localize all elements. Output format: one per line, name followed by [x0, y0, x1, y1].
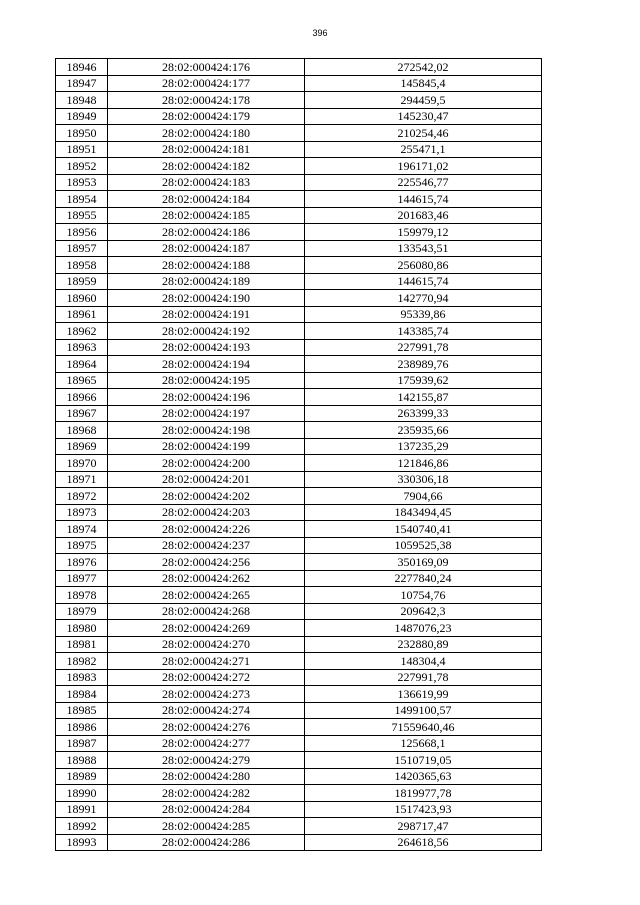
- cadastral-number-cell: 28:02:000424:188: [108, 257, 305, 274]
- value-cell: 1517423,93: [305, 801, 542, 818]
- cadastral-number-cell: 28:02:000424:197: [108, 405, 305, 422]
- value-cell: 1499100,57: [305, 702, 542, 719]
- table-row: [56, 257, 542, 274]
- cadastral-number-cell: 28:02:000424:193: [108, 339, 305, 356]
- cadastral-number-cell: 28:02:000424:190: [108, 290, 305, 307]
- value-cell: 1420365,63: [305, 768, 542, 785]
- row-number-cell: 18951: [56, 141, 108, 158]
- table-row: [56, 125, 542, 142]
- cadastral-number-cell: 28:02:000424:271: [108, 653, 305, 670]
- row-number-cell: 18979: [56, 603, 108, 620]
- row-number-cell: 18965: [56, 372, 108, 389]
- registry-table: [55, 58, 542, 851]
- row-number-cell: 18958: [56, 257, 108, 274]
- table-row: [56, 488, 542, 505]
- value-cell: 298717,47: [305, 818, 542, 835]
- table-row: [56, 570, 542, 587]
- table-row: [56, 438, 542, 455]
- table-row: [56, 653, 542, 670]
- cadastral-number-cell: 28:02:000424:265: [108, 587, 305, 604]
- value-cell: 256080,86: [305, 257, 542, 274]
- row-number-cell: 18991: [56, 801, 108, 818]
- row-number-cell: 18985: [56, 702, 108, 719]
- value-cell: 144615,74: [305, 273, 542, 290]
- value-cell: 2277840,24: [305, 570, 542, 587]
- row-number-cell: 18966: [56, 389, 108, 406]
- table-row: [56, 389, 542, 406]
- table-row: [56, 669, 542, 686]
- value-cell: 272542,02: [305, 59, 542, 76]
- table-row: [56, 422, 542, 439]
- cadastral-number-cell: 28:02:000424:185: [108, 207, 305, 224]
- value-cell: 235935,66: [305, 422, 542, 439]
- value-cell: 136619,99: [305, 686, 542, 703]
- cadastral-number-cell: 28:02:000424:202: [108, 488, 305, 505]
- table-row: [56, 174, 542, 191]
- row-number-cell: 18971: [56, 471, 108, 488]
- table-row: [56, 752, 542, 769]
- row-number-cell: 18957: [56, 240, 108, 257]
- table-row: [56, 372, 542, 389]
- table-row: [56, 207, 542, 224]
- value-cell: 1540740,41: [305, 521, 542, 538]
- table-row: [56, 818, 542, 835]
- cadastral-number-cell: 28:02:000424:191: [108, 306, 305, 323]
- row-number-cell: 18946: [56, 59, 108, 76]
- row-number-cell: 18956: [56, 224, 108, 241]
- value-cell: 143385,74: [305, 323, 542, 340]
- cadastral-number-cell: 28:02:000424:182: [108, 158, 305, 175]
- row-number-cell: 18984: [56, 686, 108, 703]
- cadastral-number-cell: 28:02:000424:177: [108, 75, 305, 92]
- value-cell: 232880,89: [305, 636, 542, 653]
- table-row: [56, 504, 542, 521]
- value-cell: 148304,4: [305, 653, 542, 670]
- value-cell: 1487076,23: [305, 620, 542, 637]
- cadastral-number-cell: 28:02:000424:178: [108, 92, 305, 109]
- cadastral-number-cell: 28:02:000424:179: [108, 108, 305, 125]
- value-cell: 71559640,46: [305, 719, 542, 736]
- table-row: [56, 356, 542, 373]
- cadastral-number-cell: 28:02:000424:277: [108, 735, 305, 752]
- row-number-cell: 18982: [56, 653, 108, 670]
- row-number-cell: 18990: [56, 785, 108, 802]
- cadastral-number-cell: 28:02:000424:198: [108, 422, 305, 439]
- table-row: [56, 702, 542, 719]
- cadastral-number-cell: 28:02:000424:196: [108, 389, 305, 406]
- table-row: [56, 768, 542, 785]
- table-row: [56, 224, 542, 241]
- value-cell: 210254,46: [305, 125, 542, 142]
- row-number-cell: 18968: [56, 422, 108, 439]
- table-row: [56, 801, 542, 818]
- value-cell: 1059525,38: [305, 537, 542, 554]
- value-cell: 201683,46: [305, 207, 542, 224]
- row-number-cell: 18947: [56, 75, 108, 92]
- row-number-cell: 18993: [56, 834, 108, 851]
- table-row: [56, 719, 542, 736]
- cadastral-number-cell: 28:02:000424:276: [108, 719, 305, 736]
- row-number-cell: 18967: [56, 405, 108, 422]
- cadastral-number-cell: 28:02:000424:237: [108, 537, 305, 554]
- cadastral-number-cell: 28:02:000424:186: [108, 224, 305, 241]
- table-row: [56, 636, 542, 653]
- cadastral-number-cell: 28:02:000424:194: [108, 356, 305, 373]
- value-cell: 227991,78: [305, 339, 542, 356]
- table-row: [56, 290, 542, 307]
- cadastral-number-cell: 28:02:000424:284: [108, 801, 305, 818]
- row-number-cell: 18974: [56, 521, 108, 538]
- value-cell: 137235,29: [305, 438, 542, 455]
- cadastral-number-cell: 28:02:000424:199: [108, 438, 305, 455]
- cadastral-number-cell: 28:02:000424:176: [108, 59, 305, 76]
- value-cell: 294459,5: [305, 92, 542, 109]
- row-number-cell: 18987: [56, 735, 108, 752]
- cadastral-number-cell: 28:02:000424:181: [108, 141, 305, 158]
- cadastral-number-cell: 28:02:000424:187: [108, 240, 305, 257]
- value-cell: 209642,3: [305, 603, 542, 620]
- table-row: [56, 158, 542, 175]
- cadastral-number-cell: 28:02:000424:180: [108, 125, 305, 142]
- registry-table-body: [56, 59, 542, 851]
- row-number-cell: 18950: [56, 125, 108, 142]
- cadastral-number-cell: 28:02:000424:274: [108, 702, 305, 719]
- table-row: [56, 471, 542, 488]
- cadastral-number-cell: 28:02:000424:203: [108, 504, 305, 521]
- row-number-cell: 18949: [56, 108, 108, 125]
- table-row: [56, 455, 542, 472]
- row-number-cell: 18969: [56, 438, 108, 455]
- row-number-cell: 18959: [56, 273, 108, 290]
- cadastral-number-cell: 28:02:000424:226: [108, 521, 305, 538]
- row-number-cell: 18981: [56, 636, 108, 653]
- table-row: [56, 521, 542, 538]
- value-cell: 95339,86: [305, 306, 542, 323]
- value-cell: 121846,86: [305, 455, 542, 472]
- table-row: [56, 554, 542, 571]
- cadastral-number-cell: 28:02:000424:201: [108, 471, 305, 488]
- cadastral-number-cell: 28:02:000424:279: [108, 752, 305, 769]
- value-cell: 125668,1: [305, 735, 542, 752]
- table-row: [56, 735, 542, 752]
- cadastral-number-cell: 28:02:000424:270: [108, 636, 305, 653]
- cadastral-number-cell: 28:02:000424:184: [108, 191, 305, 208]
- value-cell: 142770,94: [305, 290, 542, 307]
- table-row: [56, 75, 542, 92]
- value-cell: 263399,33: [305, 405, 542, 422]
- value-cell: 330306,18: [305, 471, 542, 488]
- cadastral-number-cell: 28:02:000424:282: [108, 785, 305, 802]
- row-number-cell: 18980: [56, 620, 108, 637]
- value-cell: 144615,74: [305, 191, 542, 208]
- table-row: [56, 323, 542, 340]
- value-cell: 196171,02: [305, 158, 542, 175]
- value-cell: 142155,87: [305, 389, 542, 406]
- row-number-cell: 18972: [56, 488, 108, 505]
- value-cell: 1510719,05: [305, 752, 542, 769]
- cadastral-number-cell: 28:02:000424:256: [108, 554, 305, 571]
- row-number-cell: 18986: [56, 719, 108, 736]
- table-row: [56, 834, 542, 851]
- row-number-cell: 18977: [56, 570, 108, 587]
- cadastral-number-cell: 28:02:000424:280: [108, 768, 305, 785]
- cadastral-number-cell: 28:02:000424:268: [108, 603, 305, 620]
- row-number-cell: 18988: [56, 752, 108, 769]
- value-cell: 227991,78: [305, 669, 542, 686]
- value-cell: 10754,76: [305, 587, 542, 604]
- row-number-cell: 18960: [56, 290, 108, 307]
- cadastral-number-cell: 28:02:000424:286: [108, 834, 305, 851]
- cadastral-number-cell: 28:02:000424:269: [108, 620, 305, 637]
- value-cell: 255471,1: [305, 141, 542, 158]
- row-number-cell: 18978: [56, 587, 108, 604]
- table-row: [56, 191, 542, 208]
- row-number-cell: 18989: [56, 768, 108, 785]
- value-cell: 7904,66: [305, 488, 542, 505]
- table-row: [56, 92, 542, 109]
- table-row: [56, 306, 542, 323]
- row-number-cell: 18954: [56, 191, 108, 208]
- value-cell: 175939,62: [305, 372, 542, 389]
- cadastral-number-cell: 28:02:000424:273: [108, 686, 305, 703]
- row-number-cell: 18962: [56, 323, 108, 340]
- row-number-cell: 18973: [56, 504, 108, 521]
- table-row: [56, 537, 542, 554]
- table-row: [56, 141, 542, 158]
- cadastral-number-cell: 28:02:000424:200: [108, 455, 305, 472]
- page-number: 396: [312, 28, 328, 38]
- value-cell: 238989,76: [305, 356, 542, 373]
- cadastral-number-cell: 28:02:000424:272: [108, 669, 305, 686]
- table-row: [56, 620, 542, 637]
- value-cell: 225546,77: [305, 174, 542, 191]
- table-row: [56, 240, 542, 257]
- table-row: [56, 59, 542, 76]
- table-row: [56, 108, 542, 125]
- value-cell: 350169,09: [305, 554, 542, 571]
- row-number-cell: 18963: [56, 339, 108, 356]
- value-cell: 1819977,78: [305, 785, 542, 802]
- value-cell: 1843494,45: [305, 504, 542, 521]
- row-number-cell: 18952: [56, 158, 108, 175]
- table-row: [56, 686, 542, 703]
- table-row: [56, 587, 542, 604]
- table-row: [56, 603, 542, 620]
- row-number-cell: 18964: [56, 356, 108, 373]
- row-number-cell: 18976: [56, 554, 108, 571]
- table-row: [56, 273, 542, 290]
- row-number-cell: 18992: [56, 818, 108, 835]
- cadastral-number-cell: 28:02:000424:285: [108, 818, 305, 835]
- row-number-cell: 18983: [56, 669, 108, 686]
- row-number-cell: 18961: [56, 306, 108, 323]
- cadastral-number-cell: 28:02:000424:195: [108, 372, 305, 389]
- cadastral-number-cell: 28:02:000424:192: [108, 323, 305, 340]
- cadastral-number-cell: 28:02:000424:262: [108, 570, 305, 587]
- row-number-cell: 18975: [56, 537, 108, 554]
- row-number-cell: 18948: [56, 92, 108, 109]
- table-row: [56, 405, 542, 422]
- cadastral-number-cell: 28:02:000424:183: [108, 174, 305, 191]
- value-cell: 145230,47: [305, 108, 542, 125]
- value-cell: 159979,12: [305, 224, 542, 241]
- value-cell: 145845,4: [305, 75, 542, 92]
- table-row: [56, 339, 542, 356]
- value-cell: 264618,56: [305, 834, 542, 851]
- row-number-cell: 18955: [56, 207, 108, 224]
- table-row: [56, 785, 542, 802]
- row-number-cell: 18953: [56, 174, 108, 191]
- cadastral-number-cell: 28:02:000424:189: [108, 273, 305, 290]
- value-cell: 133543,51: [305, 240, 542, 257]
- row-number-cell: 18970: [56, 455, 108, 472]
